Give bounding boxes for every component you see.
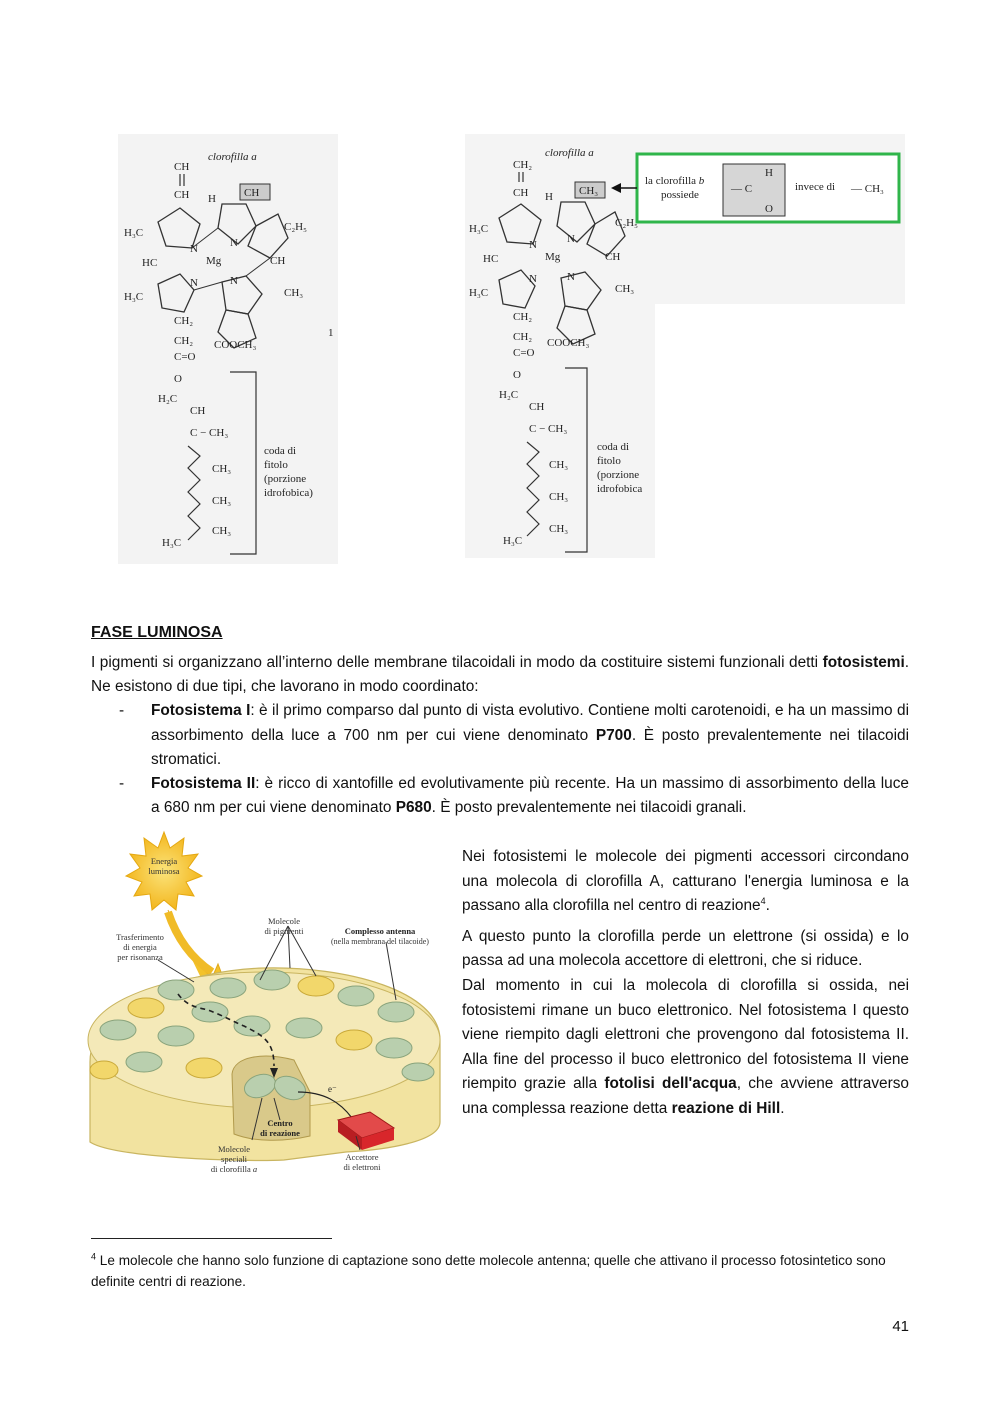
svg-text:CH₂: CH₂ [174,315,194,327]
svg-text:Trasferimento: Trasferimento [116,932,164,942]
svg-text:Molecole: Molecole [267,916,301,926]
section-body [91,651,909,820]
svg-text:speciali: speciali [221,1154,247,1164]
paragraph-3: Dal momento in cui la molecola di clorofilla si ossida, nei fotosistemi rimane un buco elettronico. Nel fotosistema I questo viene riempito dagli elettroni che provengono dal fotosistema II. Alla fine del processo il buco elettronico del fotosistema II viene riempito grazie alla fotolisi dell'acqua, che avviene attraverso una complessa reazione detta reazione di Hill. [462,976,909,1117]
svg-text:N: N [230,275,238,287]
svg-text:O: O [513,369,521,381]
svg-text:CH: CH [605,251,621,263]
svg-text:N: N [567,271,575,283]
svg-text:coda di: coda di [264,445,297,457]
svg-text:H₃C: H₃C [469,223,489,235]
svg-text:H₃C: H₃C [162,537,182,549]
svg-text:clorofilla a: clorofilla a [545,147,594,159]
svg-text:CH₃: CH₃ [284,287,304,299]
paragraph-1: Nei fotosistemi le molecole dei pigmenti accessori circondano una molecola di clorofilla A, catturano l'energia luminosa e la passano alla clorofilla nel centro di reazione$^4$. [462,848,909,915]
svg-text:CH₃: CH₃ [549,459,569,471]
svg-text:C − CH₃: C − CH₃ [529,423,568,435]
page-number: 41 [892,1318,909,1335]
svg-text:Mg: Mg [206,255,222,267]
stray-mark [326,322,338,342]
svg-text:Mg: Mg [545,251,561,263]
svg-text:Complesso antenna: Complesso antenna [344,926,416,936]
svg-text:CH₃: CH₃ [549,491,569,503]
svg-text:coda di: coda di [597,441,630,453]
svg-text:CH₃: CH₃ [212,495,232,507]
photosystem-diagram [84,830,444,1175]
svg-text:CH₂: CH₂ [513,311,533,323]
svg-text:possiede: possiede [661,189,699,201]
svg-text:CH₃: CH₃ [212,463,232,475]
svg-text:C₂H₅: C₂H₅ [284,221,307,233]
svg-text:H₃C: H₃C [124,227,144,239]
svg-text:di pigmenti: di pigmenti [264,926,304,936]
svg-text:N: N [567,233,575,245]
svg-text:CH: CH [270,255,286,267]
svg-text:H₃C: H₃C [469,287,489,299]
svg-text:idrofobica): idrofobica) [264,487,313,499]
svg-text:e⁻: e⁻ [328,1084,337,1094]
svg-text:Molecole: Molecole [217,1144,251,1154]
svg-text:COOCH₃: COOCH₃ [214,339,257,351]
photosystem-list [91,699,909,820]
svg-text:idrofobica: idrofobica [597,483,643,495]
svg-text:HC: HC [483,253,499,265]
svg-text:Accettore: Accettore [345,1152,379,1162]
svg-text:per risonanza: per risonanza [117,952,163,962]
svg-text:di elettroni: di elettroni [343,1162,381,1172]
footnote: $^4$ Le molecole che hanno solo funzione di captazione sono dette molecole antenna; quelle che attivano il processo fotosintetico sono definite centri di reazione. [91,1251,886,1289]
svg-text:(nella membrana del tilacoide): (nella membrana del tilacoide) [331,937,429,946]
svg-text:CH₂: CH₂ [513,159,533,171]
intro-paragraph: I pigmenti si organizzano all’interno delle membrane tilacoidali in modo da costituire sistemi funzionali detti fotosistemi. Ne esistono di due tipi, che lavorano in modo coordinato: [91,654,909,696]
svg-text:CH: CH [174,161,190,173]
svg-text:CH: CH [190,405,206,417]
svg-text:fitolo: fitolo [597,455,621,467]
svg-text:di clorofilla a: di clorofilla a [210,1164,258,1174]
svg-text:CH₃: CH₃ [615,283,635,295]
chlorophyll-a-structure-right [465,134,905,558]
right-column-text [462,845,909,1128]
svg-text:H₃C: H₃C [503,535,523,547]
svg-text:N: N [190,277,198,289]
svg-text:COOCH₃: COOCH₃ [547,337,590,349]
paragraph-2: A questo punto la clorofilla perde un elettrone (si ossida) e lo passa ad una molecola accettore di elettroni, che si riduce. [462,927,909,970]
svg-text:di energia: di energia [123,942,157,952]
svg-text:CH₃: CH₃ [579,185,599,197]
svg-text:N: N [529,239,537,251]
svg-text:H: H [208,193,216,205]
svg-text:CH: CH [529,401,545,413]
svg-text:H: H [545,191,553,203]
list-item: - Fotosistema I: è il primo comparso dal punto di vista evolutivo. Contiene molti carotenoidi, e ha un massimo di assorbimento della luce a 700 nm per cui viene denominato P700. È posto prevalentemente nei tilacoidi stromatici. [119,702,909,768]
svg-text:N: N [529,273,537,285]
svg-text:di reazione: di reazione [260,1128,300,1138]
svg-text:O: O [765,203,773,215]
svg-text:N: N [190,243,198,255]
svg-text:(porzione: (porzione [264,473,307,485]
svg-text:— CH₃: — CH₃ [851,183,884,195]
svg-text:CH: CH [174,189,190,201]
svg-text:CH: CH [513,187,529,199]
svg-text:CH₃: CH₃ [549,523,569,535]
svg-text:H₂C: H₂C [158,393,178,405]
svg-text:— C: — C [731,183,753,195]
svg-text:CH: CH [244,187,260,199]
svg-text:invece di: invece di [795,181,836,193]
section-title: FASE LUMINOSA [91,624,223,641]
svg-text:(porzione: (porzione [597,469,640,481]
svg-text:fitolo: fitolo [264,459,288,471]
footnote-divider [91,1238,332,1239]
svg-text:N: N [230,237,238,249]
struct-title: clorofilla a [208,151,257,163]
svg-text:H₂C: H₂C [499,389,519,401]
svg-text:H: H [765,167,773,179]
svg-text:CH₂: CH₂ [174,335,194,347]
svg-text:Energia: Energia [150,856,178,866]
svg-text:C=O: C=O [174,351,196,363]
svg-text:CH₂: CH₂ [513,331,533,343]
list-item: - Fotosistema II: è ricco di xantofille ed evolutivamente più recente. Ha un massimo di assorbimento della luce a 680 nm per cui viene denominato P680. È posto prevalentemente nei tilacoidi granali. [119,775,909,817]
svg-text:HC: HC [142,257,158,269]
svg-text:la clorofilla b: la clorofilla b [645,175,705,187]
svg-text:H₃C: H₃C [124,291,144,303]
svg-text:C − CH₃: C − CH₃ [190,427,229,439]
svg-text:CH₃: CH₃ [212,525,232,537]
svg-text:C=O: C=O [513,347,535,359]
chlorophyll-a-structure-left [118,134,338,564]
svg-text:Centro: Centro [267,1118,293,1128]
svg-text:luminosa: luminosa [148,866,180,876]
svg-text:1: 1 [328,327,334,339]
svg-text:C₂H₅: C₂H₅ [615,217,638,229]
svg-text:O: O [174,373,182,385]
